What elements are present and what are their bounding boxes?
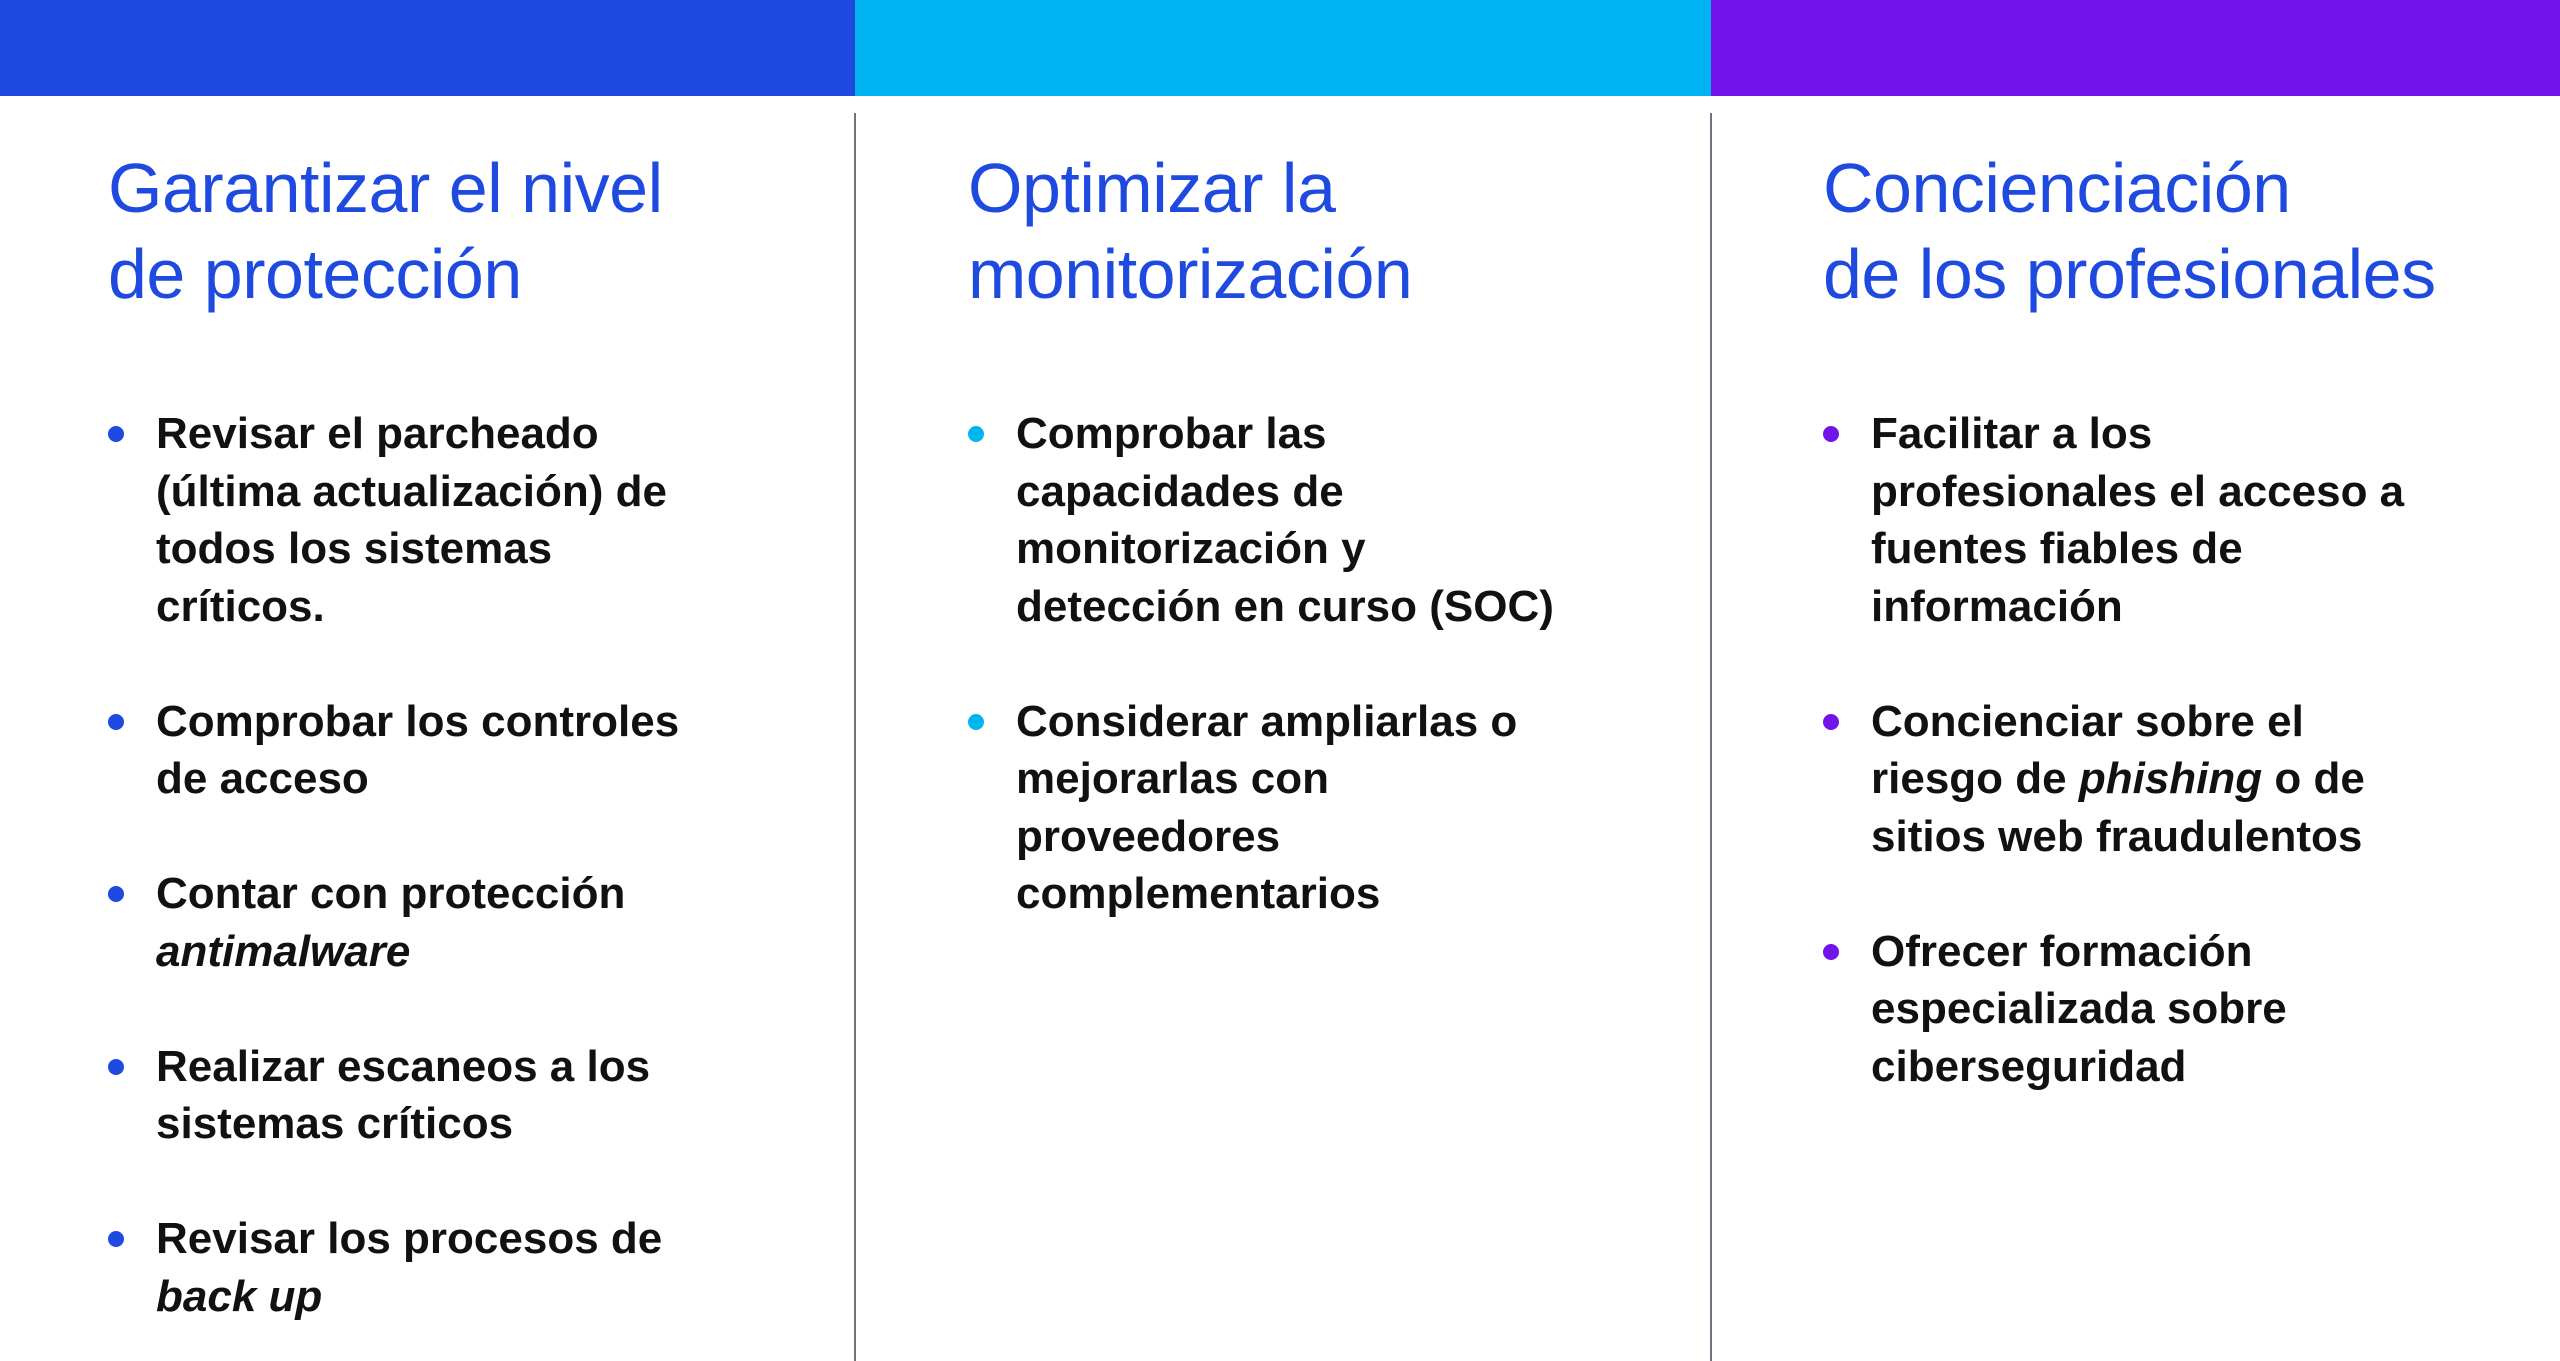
bullet-list: [968, 405, 1554, 980]
column-heading: Concienciación de los profesionales: [1823, 149, 2436, 313]
column-divider: [1710, 113, 1712, 1361]
bullet-dot-icon: [1823, 714, 1839, 730]
bullet-dot-icon: [1823, 944, 1839, 960]
column-monitorizacion: [968, 145, 1688, 918]
bullet-dot-icon: [968, 426, 984, 442]
bullet-dot-icon: [108, 426, 124, 442]
bullet-dot-icon: [108, 1059, 124, 1075]
column-divider: [854, 113, 856, 1361]
list-item: Ofrecer formación especializada sobre ciberseguridad: [1823, 923, 2404, 1096]
bullet-list: [1823, 405, 2404, 1153]
list-item: Considerar ampliarlas o mejorarlas con proveedores complementarios: [968, 693, 1554, 923]
list-item: Revisar el parcheado (última actualización) de todos los sistemas críticos.: [108, 405, 679, 635]
column-concienciacion: [1823, 145, 2543, 1091]
column-heading: Garantizar el nivel de protección: [108, 149, 663, 313]
list-item: Revisar los procesos de back up: [108, 1210, 679, 1325]
list-item: Facilitar a los profesionales el acceso a fuentes fiables de información: [1823, 405, 2404, 635]
bullet-dot-icon: [108, 714, 124, 730]
bullet-dot-icon: [108, 1231, 124, 1247]
list-item: Contar con protección antimalware: [108, 865, 679, 980]
bullet-dot-icon: [1823, 426, 1839, 442]
column-proteccion: [108, 145, 808, 1321]
list-item: Concienciar sobre el riesgo de phishing o de sitios web fraudulentos: [1823, 693, 2404, 866]
bullet-dot-icon: [968, 714, 984, 730]
bullet-list: [108, 405, 679, 1361]
color-bar-blue: [0, 0, 855, 96]
column-heading: Optimizar la monitorización: [968, 149, 1413, 313]
list-item: Comprobar los controles de acceso: [108, 693, 679, 808]
list-item: Comprobar las capacidades de monitorización y detección en curso (SOC): [968, 405, 1554, 635]
list-item: Realizar escaneos a los sistemas críticos: [108, 1038, 679, 1153]
color-bar-purple: [1711, 0, 2560, 96]
bullet-dot-icon: [108, 886, 124, 902]
color-bar-cyan: [855, 0, 1711, 96]
